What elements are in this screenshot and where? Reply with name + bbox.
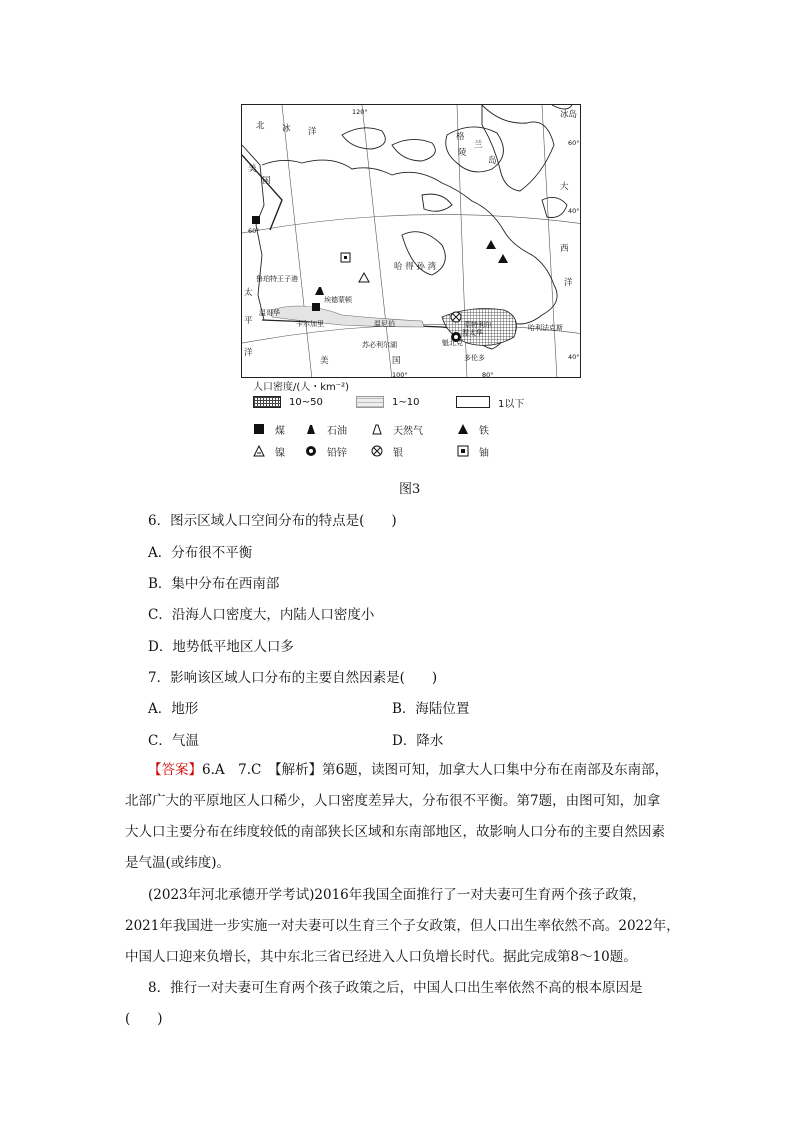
intro-line-3: 中国人口迎来负增长，其中东北三省已经进入人口负增长时代。据此完成第8～10题。 [125,949,637,965]
lead-zinc-icon [305,445,317,457]
q7-option-d: D．降水 [392,733,444,749]
map-label: 洋 [308,127,317,137]
map-label: 太 [244,288,253,298]
degree-label: 60° [568,139,580,147]
q6-option-c: C．沿海人口密度大，内陆人口密度小 [148,607,375,623]
coal-icon [253,423,265,435]
coal-icon [252,216,260,224]
question-7-stem: 7．影响该区域人口分布的主要自然因素是( ) [148,670,438,686]
q6-option-b: B．集中分布在西南部 [148,576,280,592]
map-label: 平 [244,316,253,326]
answer-line-3: 大人口主要分布在纬度较低的南部狭长区域和东南部地区，故影响人口分布的主要自然因素 [125,824,665,840]
q6-option-d: D．地势低平地区人口多 [148,639,294,655]
map-label: 大 [560,182,569,192]
map-label: 美 [320,356,329,366]
degree-label: 40° [568,353,580,361]
map-label: 洋 [244,348,253,358]
city-label: 温尼伯 [374,320,395,328]
question-6-stem: 6．图示区域人口空间分布的特点是( ) [148,513,397,529]
city-label: 魁北克 [442,339,463,347]
intro-line-2: 2021年我国进一步实施一对夫妻可以生育三个子女政策，但人口出生率依然不高。2022年， [125,918,680,934]
mineral-legend-row-1: 煤 石油 天然气 铁 [253,421,489,437]
map-label: 哈 得 孙 湾 [394,262,437,272]
degree-label: 40° [568,207,580,215]
q7-option-c: C．气温 [148,733,199,749]
city-label: 温哥华 [259,309,280,317]
degree-label: 60° [248,227,260,235]
mineral-legend-row-2: 镍 铅锌 银 铀 [253,443,489,459]
degree-label: 120° [352,108,368,116]
legend-label: 1~10 [392,396,420,408]
medium-swatch [356,396,384,408]
map-label: 岛 [488,156,497,166]
q7-option-a: A．地形 [148,701,199,717]
legend-label: 1以下 [498,398,525,410]
q6-option-a: A．分布很不平衡 [148,545,253,561]
question-8-line-1: 8．推行一对夫妻可生育两个孩子政策之后，中国人口出生率依然不高的根本原因是 [148,980,643,996]
answer-line-4: 是气温(或纬度)。 [125,855,231,871]
answer-line-1: 【答案】6.A 7.C 【解析】第6题，读图可知，加拿大人口集中分布在南部及东南部， [148,762,669,778]
silver-icon [371,445,383,457]
degree-label: 80° [482,371,494,378]
map-label: 北 [256,121,265,131]
graticule [242,105,581,378]
q7-option-b: B．海陆位置 [392,701,470,717]
map-label: 冰 [282,124,291,134]
low-swatch [456,396,490,408]
natural-gas-icon [371,423,383,435]
city-label: 苏必利尔湖 [362,341,397,349]
map-label: 国 [392,356,401,366]
dense-swatch [253,396,281,408]
answer-line-2: 北部广大的平原地区人口稀少，人口密度差异大，分布很不平衡。第7题，由图可知，加拿 [125,793,661,809]
density-legend-row [253,394,524,410]
map-svg [242,105,581,378]
legend-label: 10~50 [289,396,323,408]
figure-caption: 图3 [399,482,421,497]
iron-icon [498,254,508,263]
map-label: 陵 [458,148,467,158]
intro-line-1: (2023年河北承德开学考试)2016年我国全面推行了一对夫妻可生育两个孩子政策， [148,887,646,903]
map-label: 西 [560,244,569,254]
city-label: 埃德蒙顿 [324,296,352,304]
canada-map-figure [241,104,581,378]
map-label: 洋 [564,278,573,288]
answer-tag: 【答案】 [148,762,202,778]
nickel-icon [253,445,265,457]
oil-icon [305,423,317,435]
map-label: 兰 [474,140,483,150]
nickel-icon [359,273,369,282]
iron-icon [457,423,469,435]
city-label: 渥太华 [462,329,483,337]
question-8-line-2: ( ) [125,1011,163,1027]
uranium-icon [457,445,469,457]
map-label: 格 [456,132,465,142]
map-label: 国 [262,176,271,186]
city-label: 哈利法克斯 [528,324,563,332]
coal-icon [312,303,320,311]
map-label: 冰岛 [560,110,578,120]
city-label: 多伦多 [464,354,485,362]
medium-population-band [272,306,424,327]
city-label: 卡尔加里 [296,320,324,328]
map-label: 美 [248,164,257,174]
city-label: 蒙特利尔 [464,321,492,329]
city-label: 鲁珀特王子港 [256,275,298,283]
degree-label: 100° [392,371,408,378]
iron-icon [486,240,496,249]
oil-icon [315,287,324,295]
legend-title: 人口密度/(人・km⁻²) [253,382,349,393]
